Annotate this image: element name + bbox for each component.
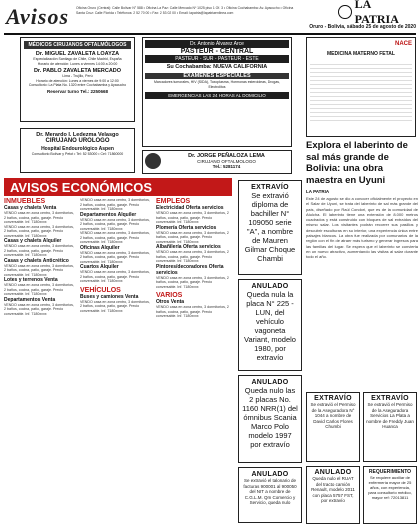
ad-text: VENDO casa en zona centro, 3 dormitorios, 2 baños, cocina, patio, garaje. Precio conversable. Inf. 7180xxxx	[80, 270, 151, 283]
ad-text: VENDO casa en zona centro, 3 dormitorios, 2 baños, cocina, patio, garaje. Precio conversable. Inf. 7180xxxx	[4, 224, 75, 238]
notice-label: ANULADO	[251, 471, 289, 478]
subsection: Casas y chalets Anticrético	[4, 257, 69, 264]
ad-text: VENDO casa en zona centro, 3 dormitorios, 2 baños, cocina, patio, garaje. Precio conversable. Inf. 7180xxxx	[80, 231, 151, 244]
notice-text: Queda nulo el RUAT del tracto camión Renault, modelo 2011 con placa 5757 FST, por extravío	[311, 476, 355, 503]
emergency-banner: EMERGENCIAS LAS 24 HORAS AL DOMICILIO	[145, 92, 289, 99]
reservation-phone: Reservar turno Tel.: 2250668	[47, 88, 108, 94]
dateline: Oruro - Bolivia, sábado 25 de agosto de 2020	[309, 24, 416, 30]
notice-label: ANULADO	[251, 283, 289, 290]
paper-logo	[338, 0, 416, 26]
lab-branch: Su Cochabamba: NUEVA CALIFORNIA	[166, 64, 268, 70]
notice-text: Se extravió el Permiso de la Aseguradora Servicios La Plata a nombre de Freddy Juan Huanca	[366, 402, 414, 429]
section-empleos: EMPLEOS	[156, 198, 191, 205]
header-rule	[4, 33, 416, 35]
ad-title: MÉDICOS CIRUJANOS OFTALMÓLOGOS	[24, 41, 131, 49]
column-empleos	[156, 198, 232, 523]
lab-tag: PASTEUR - SUR - PASTEUR - ESTE	[145, 55, 289, 63]
doctor-name: Dr. MIGUEL ZAVALETA LOAYZA	[35, 51, 120, 57]
doctor-name: Dr. Merardo I. Ledezma Velasgo	[36, 132, 119, 138]
ad-text: VENDO casa en zona centro, 3 dormitorios, 2 baños, cocina, patio, garaje. Precio conversable. Inf. 7180xxxx	[156, 275, 230, 289]
section-varios: VARIOS	[156, 292, 183, 299]
subsection: Buses y camiones Venta	[80, 293, 139, 300]
hospital-name: Hospital Endourológico Aspen	[41, 146, 114, 152]
paper-name: LA PATRIA	[354, 0, 399, 26]
doctor-name: Dr. JORGE PEÑALOZA LEMA	[188, 153, 265, 159]
ad-text: VENDO casa en zona centro, 3 dormitorios, 2 baños, cocina, patio, garaje. Precio conversable. Inf. 7180xxxx	[4, 302, 75, 316]
notice-requerimiento	[363, 466, 417, 524]
ad-text: VENDO casa en zona centro, 3 dormitorios, 2 baños, cocina, patio, garaje. Precio conversable. Inf. 7180xxxx	[156, 305, 230, 318]
notice-extravio-3	[363, 392, 417, 462]
ad-text: VENDO casa en zona centro, 3 dormitorios, 2 baños, cocina, patio, garaje. Precio conversable. Inf. 7180xxxx	[80, 198, 151, 211]
contact-info: Oficina Oruro (Central): Calle Bolívar N° 588 • Oficina La Paz: Calle Mercado Nº 1025 piso 1 Of. 3 • Oficina Cochabamba: Av. Ayacucho • Oficina Santa Cruz: Calle Florida • Teléfonos: 2 52 70 00 • Fax: 2 53 02 00 • Email: lapatria@lapatriaenlinea.com	[76, 6, 294, 15]
ad-text: VENDO casa en zona centro, 3 dormitorios, 2 baños, cocina, patio, garaje. Precio conversable. Inf. 7180xxxx	[156, 230, 230, 244]
clinic-info: Consultorio Bolívar y Petot • Tel: 52 53000 • Cel: 71860000	[31, 152, 124, 156]
doctor-spec: Especialización Santiago de Chile, Chile Madrid, España	[33, 57, 122, 61]
eye-icon	[145, 153, 161, 169]
ad-title: MEDICINA MATERNO FETAL	[327, 51, 395, 57]
ad-text: VENDO casa en zona centro, 3 dormitorios, 2 baños, cocina, patio, garaje. Precio conversable. Inf. 7180xxxx	[4, 244, 75, 257]
subsection: Albañilería Oferta servicios	[156, 244, 221, 250]
subsection: Otros Venta	[156, 299, 185, 305]
notice-label: REQUERIMIENTO	[368, 469, 412, 475]
subsection: Departamentos Venta	[4, 296, 56, 303]
subsection: Electricidad Oferta servicios	[156, 205, 224, 211]
subsection: Cuartos Alquiler	[80, 264, 119, 270]
notice-label: EXTRAVÍO	[251, 184, 289, 191]
notice-label: ANULADO	[314, 469, 352, 476]
article-body: Este 24 de agosto se dio a conocer oficialmente el proyecto en el Salar de Uyuni, se trata del laberinto de sal más grande del país, diseñado por Raúl Condori, que es de la comunidad de Atulcha. El laberinto tiene una extensión de 8.000 metros cuadrados y está construido con bloques de sal extraídos del mismo salar. Los visitantes podrán recorrer sus pasillos y descubrir esculturas en su interior, una experiencia única entre paisajes blancos. La obra fue realizada por comunarios de la región con el fin de atraer más turismo y generar ingresos para las familias del lugar. Se espera que el laberinto se convierta en un nuevo atractivo, aumentando las visitas al salar durante todo el año.	[306, 196, 418, 260]
doctor-hours-2: Horario de atención: Lunes a viernes de 9:00 a 12:00	[36, 78, 119, 83]
section-inmuebles: INMUEBLES	[4, 198, 46, 205]
globe-icon	[338, 5, 352, 19]
doctor-spec: CIRUJANO UROLOGO	[45, 138, 110, 144]
lab-doctor: Dr. Antonio Álvarez Arce	[145, 40, 289, 48]
notice-text: Se requiere auxiliar de enfermería mayor de 25 años, con experiencia, para consultorio médico, mayor ref: 72013811	[368, 475, 412, 500]
doctor-name-2: Dr. PABLO ZAVALETA MERCADO	[33, 68, 122, 74]
maternal-ad	[306, 37, 416, 137]
urology-ad	[20, 128, 135, 173]
lab-ad	[142, 37, 292, 147]
ophthalmologist-ad	[142, 150, 292, 174]
notice-text: Queda nula la placa N° 225 - LUN, del vehículo vagoneta Variant, modelo 1980, por extravío	[244, 290, 296, 362]
subsection: Oficinas Alquiler	[80, 244, 120, 251]
ad-text: VENDO casa en zona centro, 3 dormitorios, 2 baños, cocina, patio, garaje. Precio conversable. Inf. 7180xxxx	[156, 211, 230, 224]
clinic-address: Consultorio: La Plata No. 1320 entre Cochabamba y Ayacucho	[28, 83, 127, 87]
org-name: NACE	[394, 41, 412, 47]
ad-text: VENDO casa en zona centro, 3 dormitorios, 2 baños, cocina, patio, garaje. Precio conversable. Inf. 7180xxxx	[156, 250, 230, 263]
ad-text: VENDO casa en zona centro, 3 dormitorios, 2 baños, cocina, patio, garaje. Precio conversable. Inf. 7180xxxx	[80, 299, 151, 313]
exams-text: Marcadores tumorales, HIV (SIDA), Toxoplasma, Hormonas esteroideas, Drogas, Electrolitos	[154, 80, 280, 89]
notice-text: Queda nulo las 2 placas No. 1160 NRR(1) del ómnibus Scania Marco Polo modelo 1997 por extravío	[242, 386, 298, 449]
ad-text: VENDO casa en zona centro, 3 dormitorios, 2 baños, cocina, patio, garaje. Precio conversable. Inf. 7180xxxx	[4, 283, 75, 296]
notice-label: EXTRAVÍO	[371, 395, 409, 402]
notice-label: EXTRAVÍO	[314, 395, 352, 402]
notice-anulado-4	[306, 466, 360, 524]
section-vehiculos: VEHÍCULOS	[80, 286, 121, 294]
classified-title: AVISOS ECONÓMICOS	[4, 178, 232, 196]
column-deptos	[80, 198, 150, 523]
ophthalmology-ad	[20, 37, 135, 122]
ad-text: VENDO casa en zona centro, 3 dormitorios, 2 baños, cocina, patio, garaje. Precio conversable. Inf. 7180xxxx	[80, 217, 151, 231]
doctor-spec-2: Lima - Trujillo, Perú	[62, 74, 93, 78]
notice-text: Se extravió diploma de bachiller N° 109050 serie "A", a nombre de Mauren Gilmar Choque Chambi	[244, 191, 296, 263]
ad-text: VENDO casa en zona centro, 3 dormitorios, 2 baños, cocina, patio, garaje. Precio conversable. Inf. 7180xxxx	[80, 250, 151, 264]
article-source: LA PATRIA	[306, 189, 330, 194]
notice-extravio-2	[306, 392, 360, 462]
notice-text: Se extravió el talonario de facturas 900001 al 900050 del NIT a nombre de C.G.L.M. Qm Comercio y Servicio, queda nulo	[243, 478, 297, 505]
ad-text: VENDO casa en zona centro, 3 dormitorios, 2 baños, cocina, patio, garaje. Precio conversable. Inf. 7180xxxx	[4, 263, 75, 277]
notice-extravio-1	[238, 180, 302, 275]
doctor-spec: CIRUJANO OFTALMOLOGO	[197, 159, 256, 164]
subsection: Lotes y terrenos Venta	[4, 277, 58, 283]
notice-text: Se extravió el Permiso de la Aseguradora N° 1044 a nombre de David Carlos Flores Chumbi	[310, 402, 356, 429]
notice-label: ANULADO	[251, 379, 289, 386]
doctor-phone: Tel.: 5281174	[212, 164, 241, 169]
ad-text-block	[310, 61, 412, 121]
notice-anulado-1	[238, 279, 302, 371]
doctor-hours: Horario de atención: Lunes a viernes 14:00 a 20:00	[37, 61, 118, 66]
notice-anulado-2	[238, 375, 302, 463]
section-title: Avisos	[6, 4, 70, 29]
lab-name: PASTEUR - CENTRAL	[180, 48, 254, 55]
article-title: Explora el laberinto de sal más grande de Bolivia: una obra maestra en Uyuni	[306, 140, 408, 186]
article	[306, 140, 418, 260]
column-inmuebles	[4, 198, 74, 523]
subsection: Casas y chalets Alquiler	[4, 238, 62, 244]
subsection: Departamentos Alquiler	[80, 211, 137, 218]
notice-anulado-3	[238, 467, 302, 523]
subsection: Casas y chalets Venta	[4, 205, 57, 211]
ad-text: VENDO casa en zona centro, 3 dormitorios, 2 baños, cocina, patio, garaje. Precio conversable. Inf. 7180xxxx	[4, 211, 75, 224]
subsection: Pintores/decoradores Oferta servicios	[156, 263, 224, 276]
exams-title: EXÁMENES ESPECIALES	[145, 73, 289, 79]
subsection: Plomería Oferta servicios	[156, 224, 217, 231]
